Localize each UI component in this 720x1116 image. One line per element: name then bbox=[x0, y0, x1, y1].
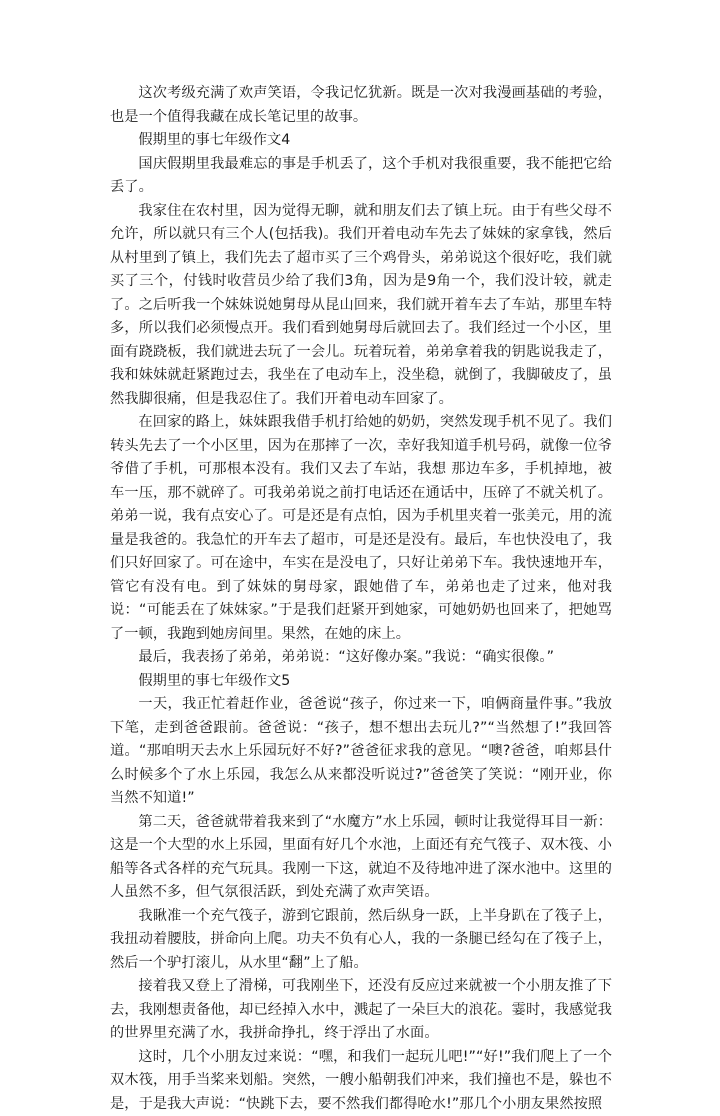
paragraph: 这次考级充满了欢声笑语，令我记忆犹新。既是一次对我漫画基础的考验，也是一个值得我藏在成长笔记里的故事。 bbox=[110, 82, 612, 129]
paragraph: 国庆假期里我最难忘的事是手机丢了，这个手机对我很重要，我不能把它给丢了。 bbox=[110, 153, 612, 200]
document-body bbox=[110, 82, 612, 1116]
paragraph: 一天，我正忙着赶作业，爸爸说“孩子，你过来一下，咱俩商量件事。”我放下笔，走到爸爸跟前。爸爸说：“孩子，想不想出去玩儿?”“当然想了!”我回答道。“那咱明天去水上乐园玩好不好?”爸爸征求我的意见。“噢?爸爸，咱郏县什么时候多个了水上乐园，我怎么从来都没听说过?”爸爸笑了笑说：“刚开业，你当然不知道!” bbox=[110, 693, 612, 811]
paragraph: 我瞅准一个充气筏子，游到它跟前，然后纵身一跃，上半身趴在了筏子上，我扭动着腰肢，拼命向上爬。功夫不负有心人，我的一条腿已经勾在了筏子上，然后一个驴打滚儿，从水里“翻”上了船。 bbox=[110, 905, 612, 976]
section-heading: 假期里的事七年级作文4 bbox=[110, 129, 612, 153]
paragraph: 我家住在农村里，因为觉得无聊，就和朋友们去了镇上玩。由于有些父母不允许，所以就只有三个人(包括我)。我们开着电动车先去了妹妹的家拿钱，然后从村里到了镇上，我们先去了超市买了三个鸡骨头，弟弟说这个很好吃，我们就买了三个，付钱时收营员少给了我们3角，因为是9角一个，我们没计较，就走了。之后听我一个妹妹说她舅母从昆山回来，我们就开着车去了车站，那里车特多，所以我们必须慢点开。我们看到她舅母后就回去了。我们经过一个小区，里面有跷跷板，我们就进去玩了一会儿。玩着玩着，弟弟拿着我的钥匙说我走了，我和妹妹就赶紧跑过去，我坐在了电动车上，没坐稳，就倒了，我脚破皮了，虽然我脚很痛，但是我忍住了。我们开着电动车回家了。 bbox=[110, 200, 612, 412]
paragraph: 这时，几个小朋友过来说：“嘿，和我们一起玩儿吧!”“好!”我们爬上了一个双木筏，用手当桨来划船。突然，一艘小船朝我们冲来，我们撞也不是，躲也不是，于是我大声说：“快跳下去，要不然我们都得呛水!”那几个小朋友果然按照 bbox=[110, 1046, 612, 1116]
section-heading: 假期里的事七年级作文5 bbox=[110, 670, 612, 694]
paragraph: 最后，我表扬了弟弟，弟弟说：“这好像办案。”我说：“确实很像。” bbox=[110, 646, 612, 670]
paragraph: 在回家的路上，妹妹跟我借手机打给她的奶奶，突然发现手机不见了。我们转头先去了一个小区里，因为在那摔了一次，幸好我知道手机号码，就像一位爷爷借了手机，可那根本没有。我们又去了车站，我想 那边车多，手机掉地，被车一压，那不就碎了。可我弟弟说之前打电话还在通话中，压碎了不就关机了。弟弟一说，我有点安心了。可是还是有点怕，因为手机里夹着一张美元，用的流量是我爸的。我急忙的开车去了超市，可是还是没有。最后，车也快没电了，我们只好回家了。可在途中，车实在是没电了，只好让弟弟下车。我快速地开车，管它有没有电。到了妹妹的舅母家，跟她借了车，弟弟也走了过来，他对我说：“可能丢在了妹妹家。”于是我们赶紧开到她家，可她奶奶也回来了，把她骂了一顿，我跑到她房间里。果然，在她的床上。 bbox=[110, 411, 612, 646]
paragraph: 接着我又登上了滑梯，可我刚坐下，还没有反应过来就被一个小朋友推了下去，我刚想责备他，却已经掉入水中，溅起了一朵巨大的浪花。霎时，我感觉我的世界里充满了水，我拼命挣扎，终于浮出了水面。 bbox=[110, 975, 612, 1046]
paragraph: 第二天，爸爸就带着我来到了“水魔方”水上乐园，顿时让我觉得耳目一新：这是一个大型的水上乐园，里面有好几个水池，上面还有充气筏子、双木筏、小船等各式各样的充气玩具。我刚一下这，就迫不及待地冲进了深水池中。这里的人虽然不多，但气氛很活跃，到处充满了欢声笑语。 bbox=[110, 811, 612, 905]
